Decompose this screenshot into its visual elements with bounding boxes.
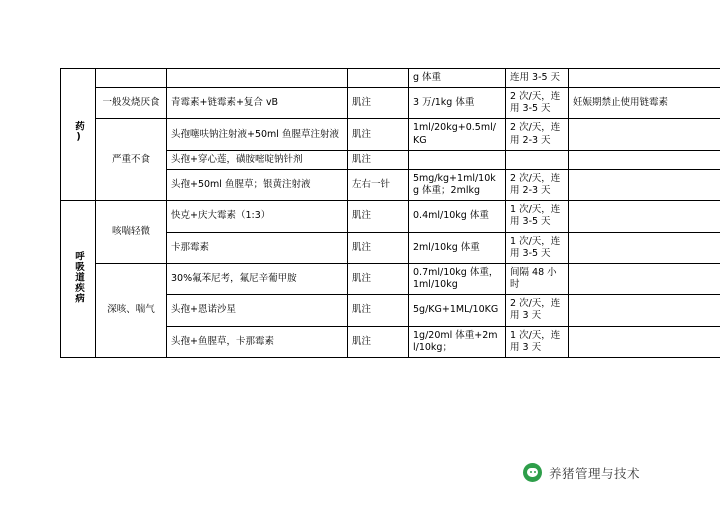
footer-brand: [523, 463, 640, 482]
frequency-cell: 1 次/天，连用 3-5 天: [506, 232, 569, 263]
drug-cell: 卡那霉素: [167, 232, 348, 263]
note-cell: [569, 263, 720, 294]
table-row: [61, 88, 720, 119]
dose-cell: 3 万/1kg 体重: [409, 88, 506, 119]
dose-cell: 0.7ml/10kg 体重，1ml/10kg: [409, 263, 506, 294]
route-cell: 肌注: [348, 88, 409, 119]
table-row: [61, 263, 720, 294]
pig-face-icon: [523, 463, 542, 482]
table-row: [61, 69, 720, 88]
route-cell: 肌注: [348, 119, 409, 150]
drug-cell: 头孢+穿心莲，磺胺嘧啶钠针剂: [167, 150, 348, 169]
brand-name: 养猪管理与技术: [549, 465, 641, 481]
route-cell: 左右一针: [348, 169, 409, 200]
drug-cell: 头孢噻呋钠注射液+50ml 鱼腥草注射液: [167, 119, 348, 150]
note-cell: 妊娠期禁止使用链霉素: [569, 88, 720, 119]
drug-cell: 头孢+鱼腥草，卡那霉素: [167, 326, 348, 357]
route-cell: [348, 69, 409, 88]
dose-cell: 5g/KG+1ML/10KG: [409, 295, 506, 326]
frequency-cell: 2 次/天，连用 2-3 天: [506, 119, 569, 150]
frequency-cell: 1 次/天，连用 3-5 天: [506, 201, 569, 232]
table-row: [61, 201, 720, 232]
note-cell: [569, 326, 720, 357]
dose-cell: 0.4ml/10kg 体重: [409, 201, 506, 232]
note-cell: [569, 232, 720, 263]
dose-cell: g 体重: [409, 69, 506, 88]
subgroup-cell-mild-cough: 咳喘轻微: [96, 201, 167, 264]
note-cell: [569, 119, 720, 150]
group-cell-respiratory: 呼吸道疾病: [61, 201, 96, 358]
route-cell: 肌注: [348, 326, 409, 357]
note-cell: [569, 295, 720, 326]
drug-cell: 头孢+恩诺沙星: [167, 295, 348, 326]
subgroup-cell: 一般发烧厌食: [96, 88, 167, 119]
frequency-cell: 1 次/天，连用 3 天: [506, 326, 569, 357]
drug-cell: [167, 69, 348, 88]
note-cell: [569, 169, 720, 200]
dose-cell: 5mg/kg+1ml/10kg 体重；2mlkg: [409, 169, 506, 200]
group-cell-medicine: 药): [61, 69, 96, 201]
dose-cell: 2ml/10kg 体重: [409, 232, 506, 263]
drug-cell: 快克+庆大霉素（1:3）: [167, 201, 348, 232]
frequency-cell: 连用 3-5 天: [506, 69, 569, 88]
dose-cell: 1ml/20kg+0.5ml/KG: [409, 119, 506, 150]
route-cell: 肌注: [348, 232, 409, 263]
subgroup-cell-severe: 严重不食: [96, 119, 167, 201]
frequency-cell: 间隔 48 小时: [506, 263, 569, 294]
subgroup-cell: [96, 69, 167, 88]
drug-cell: 头孢+50ml 鱼腥草；银黄注射液: [167, 169, 348, 200]
frequency-cell: 2 次/天，连用 3-5 天: [506, 88, 569, 119]
frequency-cell: [506, 150, 569, 169]
route-cell: 肌注: [348, 201, 409, 232]
subgroup-cell-deep-cough: 深咳、喘气: [96, 263, 167, 357]
frequency-cell: 2 次/天，连用 2-3 天: [506, 169, 569, 200]
medication-table: [60, 68, 720, 358]
frequency-cell: 2 次/天，连用 3 天: [506, 295, 569, 326]
dose-cell: [409, 150, 506, 169]
dose-cell: 1g/20ml 体重+2ml/10kg；: [409, 326, 506, 357]
note-cell: [569, 201, 720, 232]
table-row: [61, 119, 720, 150]
note-cell: [569, 150, 720, 169]
note-cell: [569, 69, 720, 88]
route-cell: 肌注: [348, 295, 409, 326]
route-cell: 肌注: [348, 150, 409, 169]
drug-cell: 30%氟苯尼考，氟尼辛葡甲胺: [167, 263, 348, 294]
route-cell: 肌注: [348, 263, 409, 294]
drug-cell: 青霉素+链霉素+复合 vB: [167, 88, 348, 119]
